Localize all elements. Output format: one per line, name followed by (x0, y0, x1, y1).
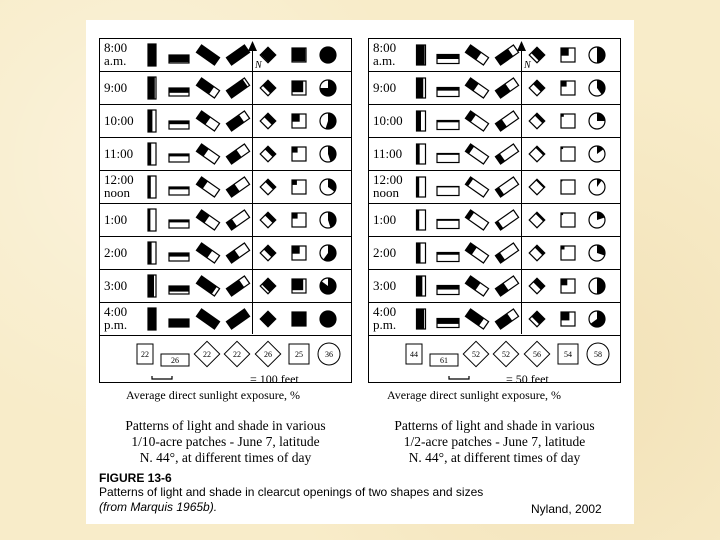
north-axis-line (521, 47, 522, 334)
patch-ew-shade (437, 187, 459, 188)
time-label-hour: 10:00 (104, 113, 134, 128)
patch-nesw-shade (226, 79, 247, 98)
time-row (369, 39, 620, 72)
shade-pattern-row (100, 105, 351, 138)
patch-square-shade (292, 81, 303, 92)
patch-ew-outline (437, 220, 459, 229)
patch-nwse-group (465, 309, 488, 329)
patch-nesw-group (495, 144, 518, 164)
time-label-period: noon (104, 185, 130, 200)
patch-ew-outline (437, 187, 459, 196)
time-label-hour: 4:00 (373, 304, 397, 319)
patch-nesw-group (495, 309, 518, 329)
exposure-value: 22 (203, 350, 211, 359)
shade-pattern-row (100, 303, 351, 336)
exposure-value: 52 (502, 350, 510, 359)
patch-square-shade (292, 180, 297, 185)
patch-circle-shade (320, 47, 336, 63)
patch-nwse-group (196, 144, 219, 164)
shade-pattern-row (369, 72, 620, 105)
patch-square-shade (561, 48, 569, 56)
patch-ns-shade (417, 111, 422, 131)
patch-ew-shade (169, 121, 189, 124)
exposure-value: 61 (440, 356, 448, 365)
shade-pattern-row (369, 204, 620, 237)
figure-source: (from Marquis 1965b). (99, 500, 218, 514)
patch-nesw-group (226, 210, 249, 230)
patch-diamond-group (529, 179, 545, 195)
patch-square-outline (561, 147, 575, 161)
patch-nesw-group (495, 111, 518, 131)
patch-diamond-group (260, 278, 276, 294)
shade-pattern-row (369, 39, 620, 72)
time-label-hour: 4:00 (104, 304, 128, 319)
patch-diamond-group (529, 278, 545, 294)
patch-ew-shade (169, 253, 189, 257)
patch-square-shade (561, 114, 564, 117)
patch-ew-shade (169, 220, 189, 222)
caption-right-line-1: Patterns of light and shade in various (394, 418, 595, 433)
patch-square-shade (292, 48, 305, 61)
patch-nwse-group (465, 210, 488, 230)
time-label-hour: 1:00 (373, 212, 397, 227)
time-row (100, 105, 351, 138)
exposure-value: 54 (564, 350, 572, 359)
exposure-value: 56 (533, 350, 541, 359)
patch-ew-shade (169, 154, 189, 156)
patch-diamond-group (529, 80, 545, 96)
time-label-hour: 9:00 (104, 80, 128, 95)
north-arrow-label: N (524, 60, 531, 71)
patch-diamond-group (529, 212, 545, 228)
exposure-value: 22 (233, 350, 241, 359)
patch-ns-shade (417, 243, 421, 263)
north-arrow-head (248, 41, 257, 51)
patch-nesw-group (495, 210, 518, 230)
patch-nwse-group (465, 177, 488, 197)
exposure-value: 26 (264, 350, 272, 359)
shade-pattern-row (100, 237, 351, 270)
patch-ns-shade (148, 143, 151, 165)
patch-nesw-group (226, 111, 249, 131)
patch-nwse-group (196, 177, 219, 197)
patch-square-shade (292, 114, 300, 122)
patch-ew-shade (437, 121, 459, 123)
exposure-value: 58 (594, 350, 602, 359)
figure-title: FIGURE 13-6 (99, 471, 172, 485)
time-label-hour: 1:00 (104, 212, 128, 227)
time-label-hour: 3:00 (373, 278, 397, 293)
axis-label-left: Average direct sunlight exposure, % (126, 388, 301, 402)
time-row (369, 105, 620, 138)
time-row (369, 237, 620, 270)
patch-ew-shade (437, 253, 459, 255)
north-arrow-icon (243, 41, 263, 71)
exposure-value: 52 (472, 350, 480, 359)
patch-diamond-group (529, 311, 545, 327)
figure-slide (86, 20, 634, 524)
shade-pattern-row (100, 204, 351, 237)
patch-ns-shade (417, 78, 424, 98)
panel-one-tenth-acre (99, 38, 352, 383)
caption-left-line-3: N. 44°, at different times of day (139, 450, 312, 465)
patch-ns-shade (148, 308, 156, 330)
patch-ns-shade (417, 276, 423, 296)
scale-bar (152, 376, 172, 379)
time-row (100, 237, 351, 270)
patch-ns-shade (148, 110, 152, 132)
time-label-hour: 8:00 (373, 40, 397, 55)
exposure-key-shapes (369, 336, 620, 383)
north-arrow-head (517, 41, 526, 51)
patch-ew-shade (437, 55, 459, 60)
time-label-hour: 2:00 (104, 245, 128, 260)
patch-diamond-group (260, 212, 276, 228)
time-row (369, 171, 620, 204)
time-label-period: noon (373, 185, 399, 200)
figure-credit: Nyland, 2002 (531, 502, 602, 516)
patch-nwse-group (196, 111, 219, 131)
time-row (369, 303, 620, 336)
patch-diamond-group (260, 311, 276, 327)
patch-diamond-group (260, 179, 276, 195)
patch-square-outline (561, 213, 575, 227)
patch-ns-shade (417, 45, 425, 65)
shade-pattern-row (369, 303, 620, 336)
patch-ns-shade (148, 209, 150, 231)
time-row (100, 270, 351, 303)
shade-pattern-row (100, 270, 351, 303)
patch-ns-shade (148, 44, 156, 66)
axis-label-right: Average direct sunlight exposure, % (387, 388, 562, 402)
patch-nwse-group (196, 210, 219, 230)
shade-pattern-row (369, 237, 620, 270)
patch-nwse-group (465, 111, 488, 131)
shade-pattern-row (369, 171, 620, 204)
patch-diamond-group (260, 245, 276, 261)
time-row (100, 171, 351, 204)
patch-ew-shade (169, 187, 189, 189)
time-row (369, 204, 620, 237)
time-label-hour: 11:00 (104, 146, 134, 161)
patch-circle-shade (597, 47, 605, 63)
figure-description (99, 485, 499, 515)
patch-ns-shade (148, 176, 151, 198)
caption-right-line-3: N. 44°, at different times of day (408, 450, 581, 465)
patch-square-shade (561, 213, 563, 215)
patch-nwse-group (465, 243, 488, 263)
patch-square-shade (292, 246, 300, 254)
time-label-period: a.m. (104, 53, 127, 68)
time-label-hour: 12:00 (104, 172, 134, 187)
patch-nwse-group (196, 276, 219, 296)
time-label-hour: 12:00 (373, 172, 403, 187)
patch-nwse-group (196, 243, 219, 263)
time-row (100, 72, 351, 105)
time-label-hour: 10:00 (373, 113, 403, 128)
patch-nesw-group (226, 276, 249, 296)
time-label-hour: 2:00 (373, 245, 397, 260)
time-label-hour: 11:00 (373, 146, 403, 161)
patch-nwse-group (465, 45, 488, 65)
patch-square-shade (292, 312, 306, 326)
time-label-hour: 8:00 (104, 40, 128, 55)
north-arrow-icon (512, 41, 532, 71)
scale-label-left: = 100 feet (250, 372, 299, 386)
shade-pattern-row (100, 39, 351, 72)
patch-ns-shade (417, 309, 425, 329)
patch-nwse-group (196, 309, 219, 329)
patch-nwse-group (465, 144, 488, 164)
patch-circle-shade (597, 113, 605, 121)
patch-ew-shade (169, 286, 189, 292)
patch-square-shade (561, 279, 567, 285)
patch-nesw-group (226, 177, 249, 197)
patch-diamond-group (529, 113, 545, 129)
patch-nesw-group (495, 78, 518, 98)
caption-left-line-1: Patterns of light and shade in various (125, 418, 326, 433)
patch-ew-shade (437, 286, 459, 290)
patch-ns-shade (148, 275, 154, 297)
patch-ew-shade (169, 55, 189, 62)
time-row (369, 138, 620, 171)
patch-ns-shade (417, 144, 420, 164)
scale-bar (449, 376, 469, 379)
time-row (369, 270, 620, 303)
patch-nwse-group (465, 276, 488, 296)
patch-ew-shade (437, 88, 459, 91)
patch-diamond-group (260, 113, 276, 129)
shade-pattern-row (369, 138, 620, 171)
time-row (100, 39, 351, 72)
patch-diamond-group (260, 80, 276, 96)
north-axis-line (252, 47, 253, 334)
time-row (369, 72, 620, 105)
patch-ew-outline (437, 154, 459, 163)
patch-ns-shade (148, 77, 155, 99)
panel-one-half-acre (368, 38, 621, 383)
exposure-value: 26 (171, 356, 179, 365)
time-label-hour: 9:00 (373, 80, 397, 95)
patch-circle-shade (597, 278, 605, 294)
patch-square-shade (292, 213, 298, 219)
patch-ew-shade (169, 319, 189, 327)
patch-square-shade (561, 180, 562, 181)
time-row (100, 204, 351, 237)
shade-pattern-row (100, 171, 351, 204)
time-label-period: a.m. (373, 53, 396, 68)
patch-ns-shade (148, 242, 152, 264)
patch-square-shade (561, 246, 565, 250)
patch-nwse-group (196, 78, 219, 98)
patch-nesw-group (226, 309, 249, 329)
patch-square-shade (292, 279, 303, 290)
patch-nesw-group (226, 78, 249, 98)
patch-ew-shade (437, 154, 459, 155)
figure-description-text: Patterns of light and shade in clearcut openings of two shapes and sizes (99, 485, 484, 499)
patch-ew-shade (169, 88, 189, 93)
caption-right-line-2: 1/2-acre patches - June 7, latitude (403, 434, 586, 449)
patch-ew-shade (437, 319, 459, 324)
patch-ns-shade (417, 210, 420, 230)
patch-ns-shade (417, 177, 420, 197)
exposure-value: 44 (410, 350, 418, 359)
scale-label-right: = 50 feet (506, 372, 549, 386)
patch-nesw-group (495, 276, 518, 296)
patch-square-outline (561, 180, 575, 194)
exposure-value: 22 (141, 350, 149, 359)
exposure-value: 25 (295, 350, 303, 359)
patch-diamond-group (529, 245, 545, 261)
time-label-period: p.m. (373, 317, 397, 332)
patch-nesw-group (226, 144, 249, 164)
caption-left (99, 418, 352, 466)
patch-square-shade (292, 147, 298, 153)
patch-nwse-group (196, 45, 219, 65)
patch-ew-shade (437, 220, 459, 221)
shade-pattern-row (100, 72, 351, 105)
time-row (100, 138, 351, 171)
north-arrow-label: N (255, 60, 262, 71)
patch-nesw-group (495, 243, 518, 263)
patch-square-shade (561, 147, 563, 149)
patch-square-shade (561, 312, 569, 320)
patch-diamond-group (260, 146, 276, 162)
exposure-key-row (100, 336, 351, 383)
shade-pattern-row (369, 105, 620, 138)
patch-nwse-group (465, 78, 488, 98)
time-row (100, 303, 351, 336)
exposure-key-shapes (100, 336, 351, 383)
patch-diamond-group (529, 146, 545, 162)
caption-right (368, 418, 621, 466)
patch-circle-shade (320, 311, 336, 327)
patch-nesw-group (495, 177, 518, 197)
shade-pattern-row (369, 270, 620, 303)
time-label-period: p.m. (104, 317, 128, 332)
exposure-key-row (369, 336, 620, 383)
patch-square-shade (561, 81, 567, 87)
time-label-hour: 3:00 (104, 278, 128, 293)
exposure-value: 36 (325, 350, 333, 359)
caption-left-line-2: 1/10-acre patches - June 7, latitude (131, 434, 320, 449)
patch-nesw-group (226, 243, 249, 263)
shade-pattern-row (100, 138, 351, 171)
patch-diamond-shade (260, 311, 276, 327)
